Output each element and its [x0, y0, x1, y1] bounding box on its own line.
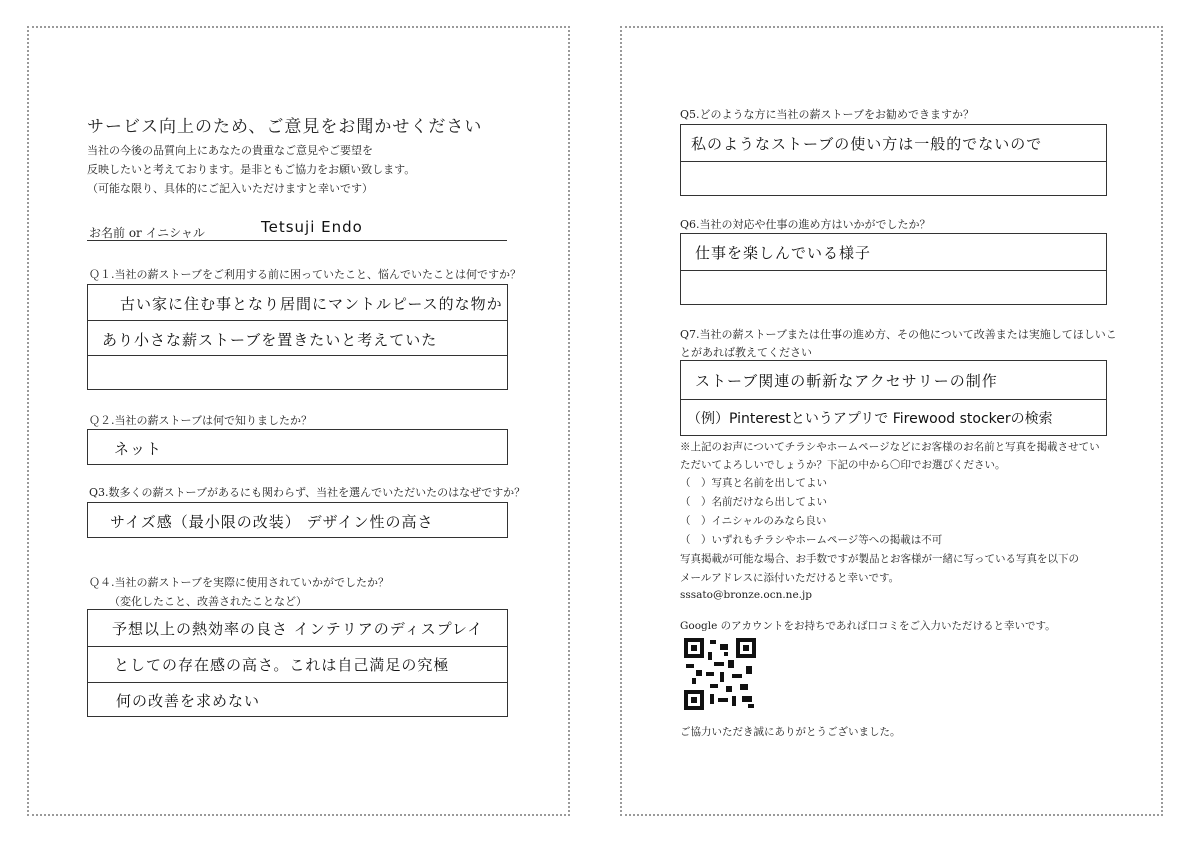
q4-label: Ｑ４.当社の薪ストーブを実際に使用されていかがでしたか？ [89, 576, 389, 589]
right-page [620, 26, 1163, 816]
q1-answer-box [87, 284, 508, 390]
thanks-text: ご協力いただき誠にありがとうございました。 [680, 726, 901, 738]
consent-line-2: ただいてよろしいでしょうか？下記の中から〇印でお選びください。 [680, 459, 1006, 471]
intro-line-1: 当社の今後の品質向上にあなたの貴重なご意見やご要望を [87, 144, 373, 157]
q4-answer-line-1: 予想以上の熱効率の良さ インテリアのディスプレイ [112, 620, 484, 638]
q6-row-divider-1 [681, 270, 1106, 271]
q7-row-divider-1 [681, 399, 1106, 400]
survey-title: サービス向上のため、ご意見をお聞かせください [87, 117, 483, 137]
q7-label-line-1: Q7.当社の薪ストーブまたは仕事の進め方、その他について改善または実施してほしいこ [680, 328, 1117, 341]
q3-answer-box [87, 502, 508, 538]
q4-sublabel: （変化したこと、改善されたことなど） [109, 595, 307, 608]
q2-answer-line-1: ネット [114, 440, 163, 458]
q1-answer-line-1: 古い家に住む事となり居間にマントルピース的な物か [120, 295, 503, 313]
q1-row-divider-2 [88, 355, 507, 356]
photo-request-line-2: メールアドレスに添付いただけると幸いです。 [680, 572, 900, 584]
q5-answer-line-1: 私のようなストーブの使い方は一般的でないので [691, 135, 1043, 153]
left-page [27, 26, 570, 816]
q7-label-line-2: とがあれば教えてください [680, 346, 812, 359]
intro-line-3: （可能な限り、具体的にご記入いただけますと幸いです） [87, 182, 373, 195]
consent-option-photo-and-name[interactable]: （ ）写真と名前を出してよい [680, 477, 827, 489]
google-review-text: Google のアカウントをお持ちであれば口コミをご入力いただけると幸いです。 [680, 620, 1056, 632]
q2-answer-box [87, 429, 508, 465]
consent-option-initials-only[interactable]: （ ）イニシャルのみなら良い [680, 515, 827, 527]
q7-answer-box [680, 360, 1107, 436]
q4-row-divider-1 [88, 646, 507, 647]
consent-line-1: ※上記のお声についてチラシやホームページなどにお客様のお名前と写真を掲載させてい [680, 441, 1100, 453]
consent-option-no-publication[interactable]: （ ）いずれもチラシやホームページ等への掲載は不可 [680, 534, 943, 546]
name-value: Tetsuji Endo [261, 218, 363, 236]
intro-line-2: 反映したいと考えております。是非ともご協力をお願い致します。 [87, 163, 416, 176]
consent-option-name-only[interactable]: （ ）名前だけなら出してよい [680, 496, 827, 508]
q6-answer-line-1: 仕事を楽しんでいる様子 [695, 244, 872, 262]
q1-label: Ｑ１.当社の薪ストーブをご利用する前に困っていたこと、悩んでいたことは何ですか？ [89, 268, 521, 281]
name-label: お名前 or イニシャル [89, 226, 205, 240]
q6-label: Q6.当社の対応や仕事の進め方はいかがでしたか？ [680, 218, 931, 231]
q4-answer-box [87, 609, 508, 717]
q4-answer-line-2: としての存在感の高さ。これは自己満足の究極 [114, 656, 450, 674]
name-underline [87, 240, 507, 241]
q3-label: Q3.数多くの薪ストーブがあるにも関わらず、当社を選んでいただいたのはなぜですか？ [89, 486, 526, 499]
q1-answer-line-2: あり小さな薪ストーブを置きたいと考えていた [102, 331, 438, 349]
q4-row-divider-2 [88, 682, 507, 683]
q7-answer-line-1: ストーブ関連の斬新なアクセサリーの制作 [695, 372, 998, 390]
contact-email[interactable]: sssato@bronze.ocn.ne.jp [680, 589, 812, 601]
q5-row-divider-1 [681, 161, 1106, 162]
q1-row-divider-1 [88, 320, 507, 321]
q4-answer-line-3: 何の改善を求めない [116, 692, 261, 710]
q6-answer-box [680, 233, 1107, 305]
qr-code-icon[interactable] [684, 638, 756, 710]
q7-answer-line-2: （例）Pinterestというアプリで Firewood stockerの検索 [687, 411, 1053, 427]
q3-answer-line-1: サイズ感（最小限の改装） デザイン性の高さ [110, 513, 434, 531]
photo-request-line-1: 写真掲載が可能な場合、お手数ですが製品とお客様が一緒に写っている写真を以下の [680, 553, 1079, 565]
q5-label: Q5.どのような方に当社の薪ストーブをお勧めできますか？ [680, 108, 974, 121]
q2-label: Ｑ２.当社の薪ストーブは何で知りましたか？ [89, 414, 312, 427]
q5-answer-box [680, 124, 1107, 196]
